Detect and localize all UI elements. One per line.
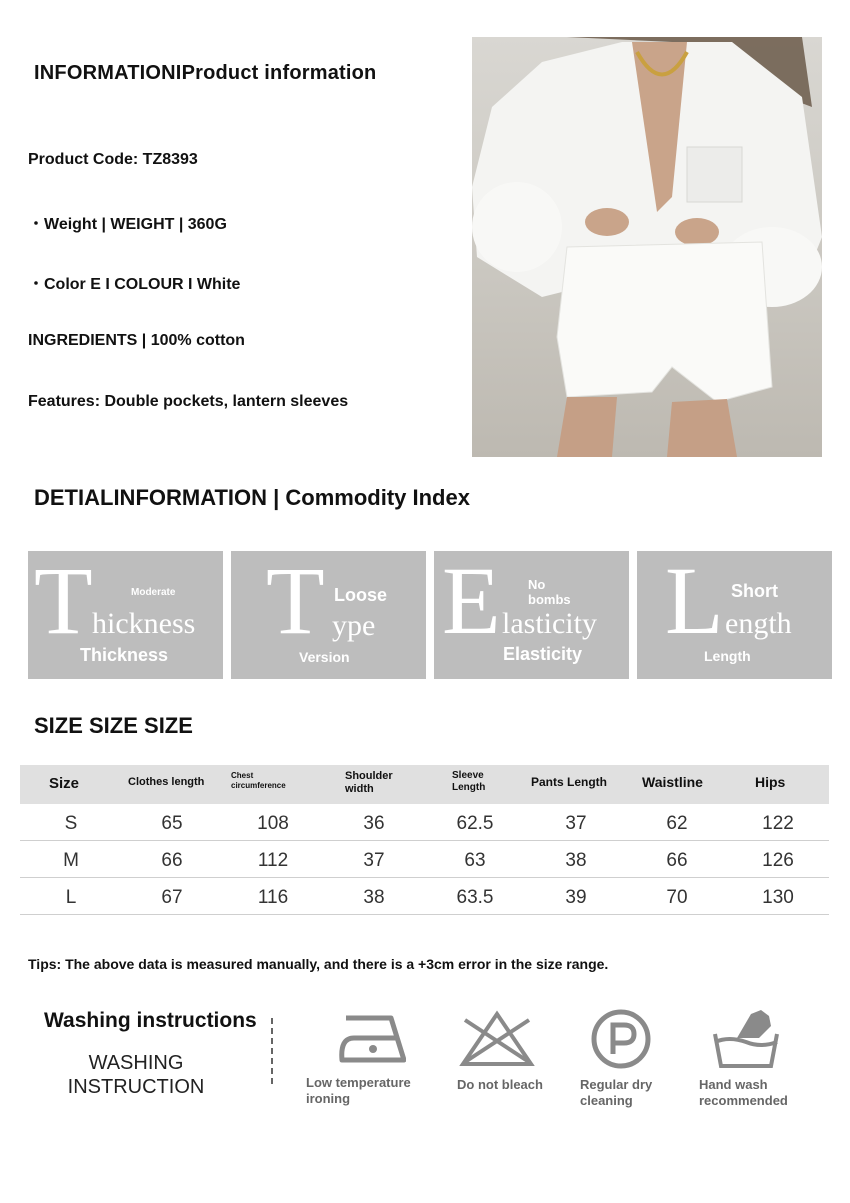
- table-row: [20, 841, 829, 878]
- washing-label: Hand wash recommended: [699, 1077, 788, 1109]
- index-word: ength: [725, 607, 792, 640]
- dry-clean-p-icon: [580, 1008, 660, 1070]
- washing-item: [580, 1008, 690, 1110]
- table-cell: 62.5: [456, 813, 494, 834]
- washing-subtitle: WASHING INSTRUCTION: [67, 1052, 205, 1098]
- table-cell: 63: [464, 850, 486, 871]
- index-tile-elasticity: [434, 551, 629, 679]
- washing-label: Regular dry cleaning: [580, 1077, 653, 1109]
- table-row: [20, 804, 829, 841]
- index-tile-type: [231, 551, 426, 679]
- product-code: Product Code: TZ8393: [28, 151, 198, 168]
- index-caption: Elasticity: [503, 644, 583, 664]
- table-row: [20, 878, 829, 915]
- column-header: Chest circumference: [231, 771, 286, 790]
- index-tile-length: [637, 551, 832, 679]
- table-cell: 66: [161, 850, 183, 871]
- iron-low-temp-icon: [306, 1008, 406, 1068]
- index-big-letter: E: [442, 551, 501, 654]
- table-cell: 37: [565, 813, 587, 834]
- table-cell: 38: [363, 887, 385, 908]
- size-heading: SIZE SIZE SIZE: [34, 713, 193, 738]
- column-header: Hips: [755, 774, 786, 790]
- product-weight: ・Weight | WEIGHT | 360G: [28, 216, 227, 233]
- table-cell: 66: [666, 850, 688, 871]
- column-header: Clothes length: [128, 776, 205, 788]
- table-cell: M: [63, 850, 79, 871]
- table-cell: S: [64, 813, 78, 834]
- index-big-letter: L: [665, 551, 724, 654]
- table-cell: 37: [363, 850, 385, 871]
- product-photo: [472, 37, 822, 457]
- washing-divider: [271, 1018, 273, 1084]
- product-ingredients: INGREDIENTS | 100% cotton: [28, 332, 245, 349]
- column-header: Shoulder width: [345, 770, 393, 796]
- column-header: Pants Length: [531, 775, 608, 789]
- size-table: [20, 765, 829, 915]
- index-word: ype: [332, 609, 376, 642]
- table-cell: 62: [666, 813, 688, 834]
- index-word: lasticity: [502, 607, 597, 640]
- index-top-label: No: [528, 577, 546, 592]
- table-cell: L: [65, 887, 77, 908]
- size-table-header: [20, 765, 829, 804]
- table-cell: 116: [257, 887, 289, 908]
- column-header: Waistline: [642, 774, 703, 790]
- index-tile-thickness: [28, 551, 223, 679]
- column-header: Size: [49, 775, 80, 792]
- table-cell: 63.5: [456, 887, 494, 908]
- no-bleach-icon: [457, 1008, 537, 1070]
- washing-item: [306, 1008, 436, 1108]
- column-header: Sleeve Length: [452, 770, 486, 793]
- table-cell: 130: [762, 887, 794, 908]
- index-top-label: Moderate: [131, 587, 176, 598]
- table-cell: 38: [565, 850, 587, 871]
- table-cell: 65: [161, 813, 183, 834]
- index-caption: Version: [299, 649, 350, 665]
- index-big-letter: T: [266, 551, 325, 654]
- table-cell: 70: [666, 887, 688, 908]
- index-big-letter: T: [34, 551, 93, 654]
- table-cell: 112: [257, 850, 289, 871]
- table-cell: 108: [257, 813, 289, 834]
- hand-wash-icon: [699, 1008, 799, 1070]
- washing-label: Low temperature ironing: [306, 1075, 411, 1107]
- washing-item: [699, 1008, 809, 1110]
- product-features: Features: Double pockets, lantern sleeves: [28, 393, 349, 410]
- index-word: hickness: [92, 607, 196, 640]
- index-top-label: bombs: [528, 592, 571, 607]
- index-top-label: Loose: [334, 585, 388, 605]
- table-cell: 126: [762, 850, 794, 871]
- detail-info-heading: DETIALINFORMATION | Commodity Index: [34, 485, 470, 510]
- product-info-heading: INFORMATIONIProduct information: [34, 62, 377, 84]
- washing-title: Washing instructions: [44, 1009, 257, 1032]
- washing-label: Do not bleach: [457, 1077, 543, 1092]
- index-top-label: Short: [731, 581, 778, 601]
- product-color: ・Color E I COLOUR I White: [28, 276, 241, 293]
- size-tips: Tips: The above data is measured manually, and there is a +3cm error in the size range.: [28, 956, 609, 972]
- table-cell: 67: [161, 887, 183, 908]
- index-caption: Thickness: [80, 645, 169, 665]
- index-caption: Length: [704, 648, 751, 664]
- table-cell: 36: [363, 813, 385, 834]
- table-cell: 122: [762, 813, 794, 834]
- washing-item: [457, 1008, 543, 1093]
- table-cell: 39: [565, 887, 587, 908]
